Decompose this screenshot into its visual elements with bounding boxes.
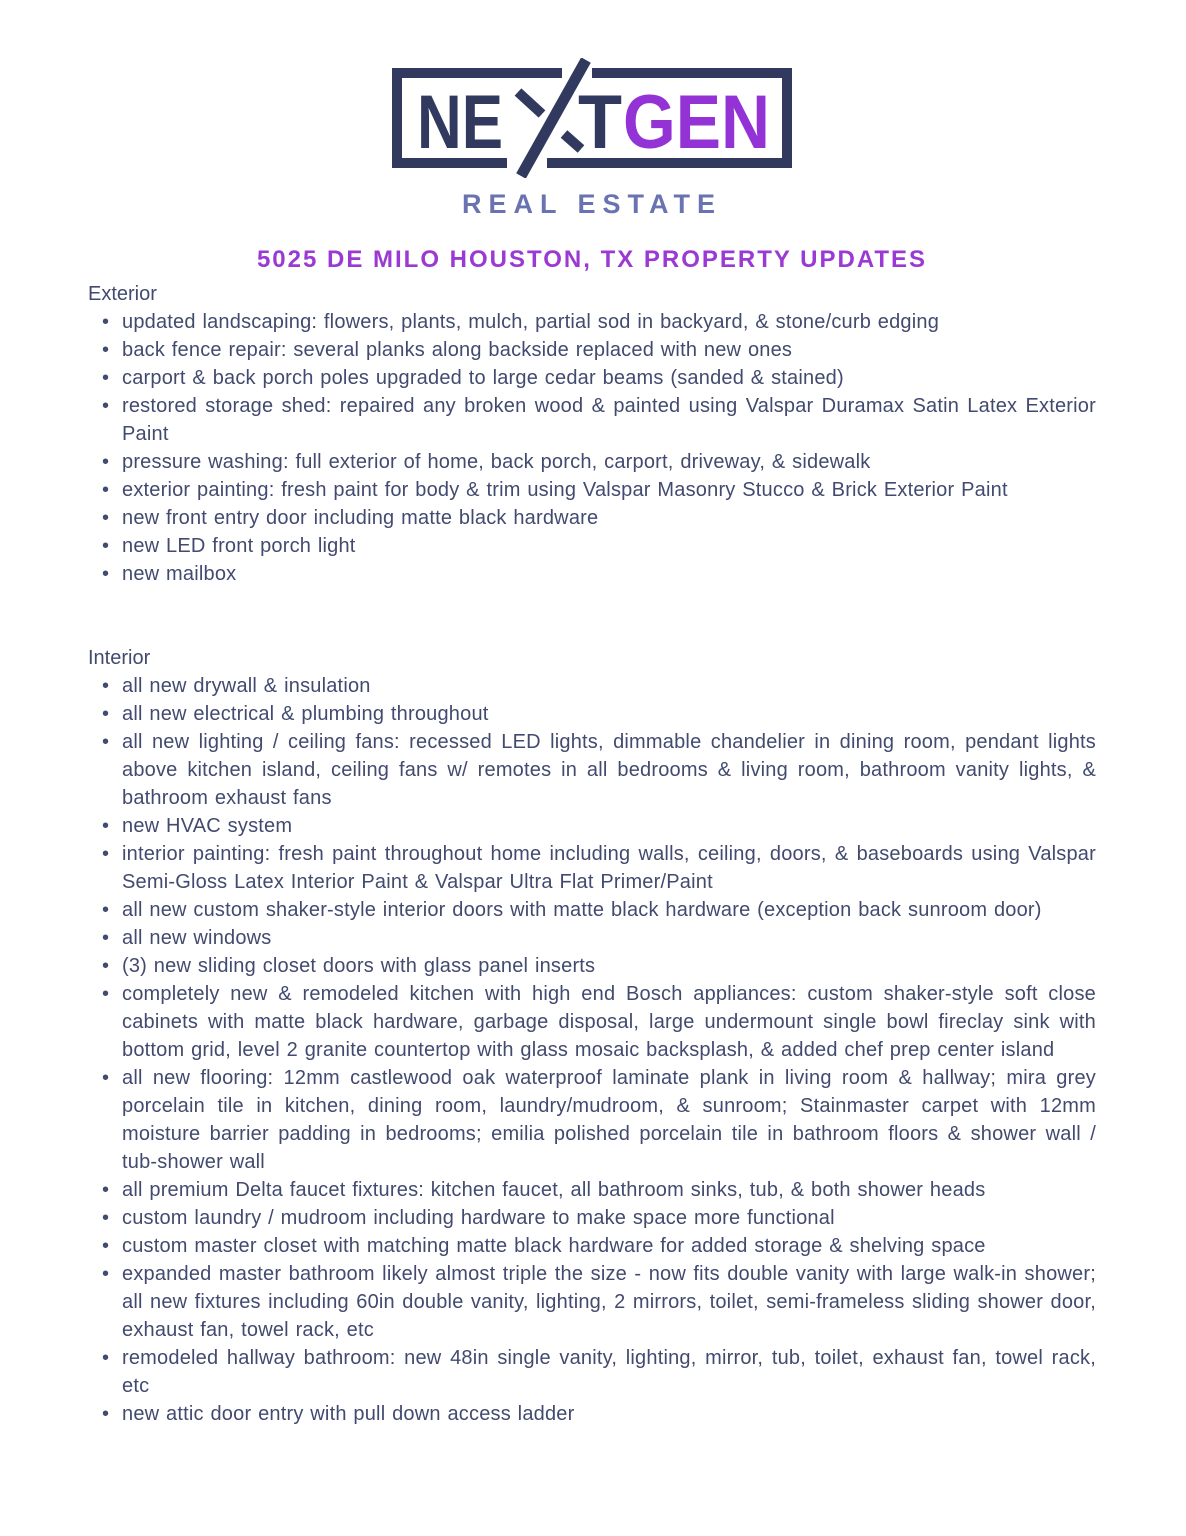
nextgen-logo-mark: [392, 58, 792, 178]
list-item: • carport & back porch poles upgraded to large cedar beams (sanded & stained): [122, 364, 1096, 392]
logo-text-gen: GEN: [623, 80, 770, 165]
logo-subtitle: REAL ESTATE: [461, 189, 722, 219]
logo-text-t: T: [578, 80, 622, 165]
section-heading-exterior: Exterior: [88, 283, 157, 305]
list-item: • new attic door entry with pull down access ladder: [122, 1400, 1096, 1428]
exterior-list: [88, 308, 1096, 588]
interior-list: [88, 672, 1096, 1428]
list-item: • updated landscaping: flowers, plants, mulch, partial sod in backyard, & stone/curb edging: [122, 308, 1096, 336]
page-title: 5025 DE MILO HOUSTON, TX PROPERTY UPDATES: [256, 246, 928, 273]
list-item: • custom laundry / mudroom including hardware to make space more functional: [122, 1204, 1096, 1232]
list-item: • new front entry door including matte black hardware: [122, 504, 1096, 532]
list-item: • pressure washing: full exterior of home, back porch, carport, driveway, & sidewalk: [122, 448, 1096, 476]
list-item: • new mailbox: [122, 560, 1096, 588]
list-item: • all new drywall & insulation: [122, 672, 1096, 700]
list-item: • (3) new sliding closet doors with glass panel inserts: [122, 952, 1096, 980]
list-item: • interior painting: fresh paint throughout home including walls, ceiling, doors, & baseboards using Valspar Semi-Gloss Latex Interior Paint & Valspar Ultra Flat Primer/Paint: [122, 840, 1096, 896]
header: [88, 58, 1096, 220]
list-item: • restored storage shed: repaired any broken wood & painted using Valspar Duramax Satin Latex Exterior Paint: [122, 392, 1096, 448]
list-item: • expanded master bathroom likely almost triple the size - now fits double vanity with large walk-in shower; all new fixtures including 60in double vanity, lighting, 2 mirrors, toilet, semi-frameless sliding shower door, exhaust fan, towel rack, etc: [122, 1260, 1096, 1344]
list-item: • all premium Delta faucet fixtures: kitchen faucet, all bathroom sinks, tub, & both shower heads: [122, 1176, 1096, 1204]
list-item: • custom master closet with matching matte black hardware for added storage & shelving space: [122, 1232, 1096, 1260]
list-item: • all new windows: [122, 924, 1096, 952]
logo-text-ne: NE: [417, 80, 503, 165]
nextgen-logo: [88, 58, 1096, 220]
list-item: • all new electrical & plumbing throughout: [122, 700, 1096, 728]
section-exterior: [88, 280, 1096, 588]
list-item: • completely new & remodeled kitchen with high end Bosch appliances: custom shaker-style soft close cabinets with matte black hardware, garbage disposal, large undermount single bowl fireclay sink with bottom grid, level 2 granite countertop with glass mosaic backsplash, & added chef prep center island: [122, 980, 1096, 1064]
list-item: • back fence repair: several planks along backside replaced with new ones: [122, 336, 1096, 364]
list-item: • all new flooring: 12mm castlewood oak waterproof laminate plank in living room & hallway; mira grey porcelain tile in kitchen, dining room, laundry/mudroom, & sunroom; Stainmaster carpet with 12mm moisture barrier padding in bedrooms; emilia polished porcelain tile in bathroom floors & shower wall / tub-shower wall: [122, 1064, 1096, 1176]
list-item: • new HVAC system: [122, 812, 1096, 840]
list-item: • all new custom shaker-style interior doors with matte black hardware (exception back sunroom door): [122, 896, 1096, 924]
list-item: • remodeled hallway bathroom: new 48in single vanity, lighting, mirror, tub, toilet, exhaust fan, towel rack, etc: [122, 1344, 1096, 1400]
section-heading-interior: Interior: [88, 647, 151, 669]
list-item: • new LED front porch light: [122, 532, 1096, 560]
list-item: • exterior painting: fresh paint for body & trim using Valspar Masonry Stucco & Brick Exterior Paint: [122, 476, 1096, 504]
section-interior: [88, 644, 1096, 1428]
list-item: • all new lighting / ceiling fans: recessed LED lights, dimmable chandelier in dining room, pendant lights above kitchen island, ceiling fans w/ remotes in all bedrooms & living room, bathroom vanity lights, & bathroom exhaust fans: [122, 728, 1096, 812]
